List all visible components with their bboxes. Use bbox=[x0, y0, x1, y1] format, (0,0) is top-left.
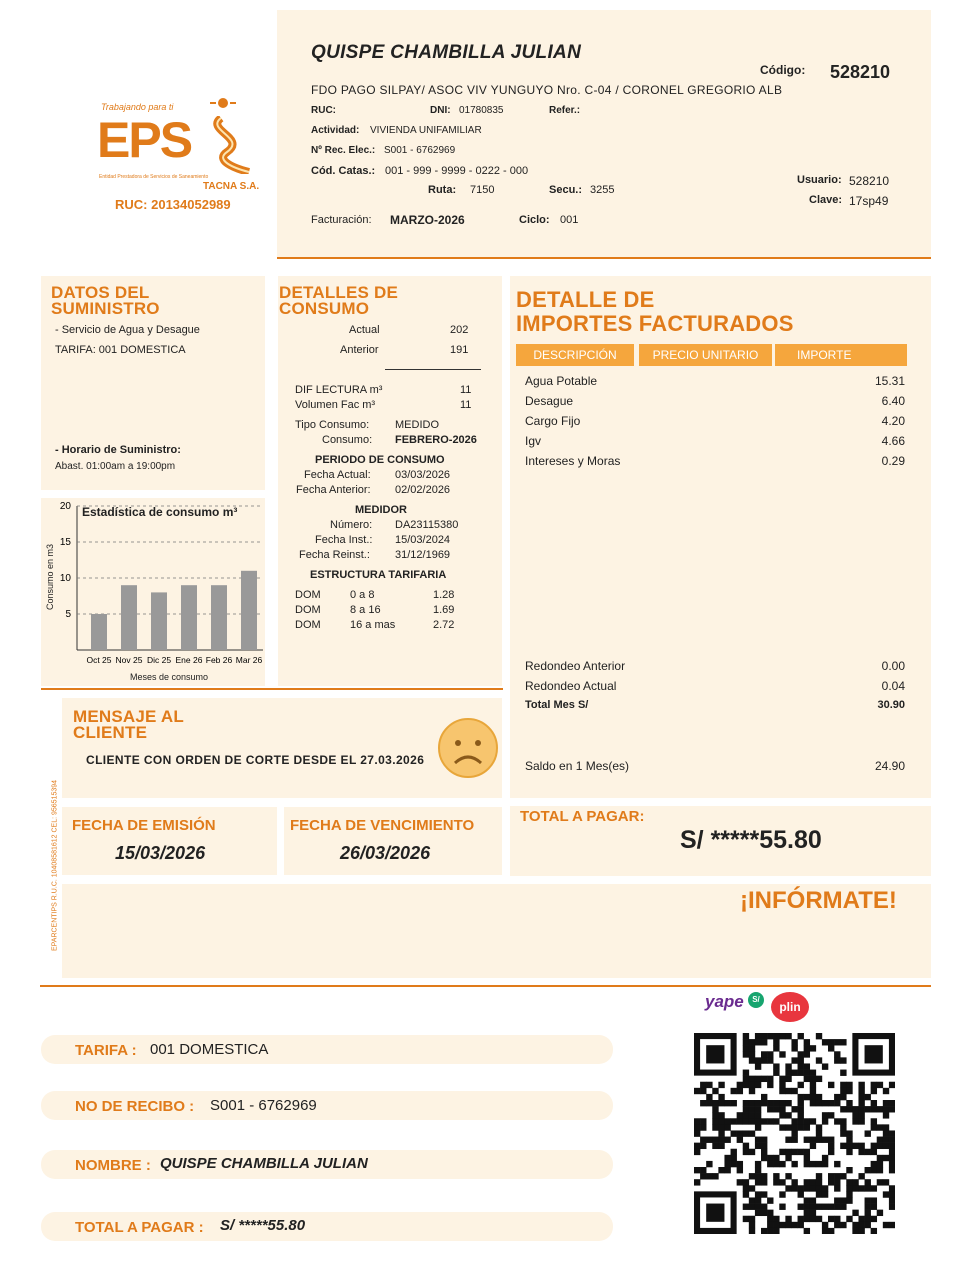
datos-title-1: DATOS DEL bbox=[51, 283, 150, 302]
saldo-row bbox=[525, 759, 905, 777]
yape-logo: yape bbox=[705, 992, 744, 1011]
chart-ylabel: Consumo en m3 bbox=[45, 543, 55, 611]
reinst-label: Fecha Reinst.: bbox=[299, 549, 370, 561]
ruc-label: RUC: bbox=[311, 105, 336, 116]
tipo-label: Tipo Consumo: bbox=[295, 419, 370, 431]
tarifa-row-2-rango: 16 a mas bbox=[350, 619, 396, 631]
ruta-value: 7150 bbox=[470, 184, 495, 196]
importe-row bbox=[525, 454, 905, 472]
footer-divider bbox=[40, 985, 931, 987]
importe-value: 6.40 bbox=[881, 394, 905, 408]
importe-row bbox=[525, 434, 905, 452]
facturacion-value: MARZO-2026 bbox=[390, 213, 465, 227]
codigo-label: Código: bbox=[760, 63, 806, 77]
chart-bar bbox=[121, 585, 137, 650]
chart-bar bbox=[91, 614, 107, 650]
usuario-value: 528210 bbox=[849, 174, 890, 188]
actual-label: Actual bbox=[349, 324, 380, 336]
importe-row bbox=[525, 414, 905, 432]
chart-bar bbox=[181, 585, 197, 650]
total-value: S/ *****55.80 bbox=[680, 826, 822, 854]
service-text: - Servicio de Agua y Desague bbox=[55, 324, 200, 336]
importe-value: 0.29 bbox=[881, 454, 905, 468]
logo-city: TACNA S.A. bbox=[203, 181, 260, 192]
numero-label: Número: bbox=[330, 519, 373, 531]
catas-label: Cód. Catas.: bbox=[311, 165, 376, 177]
vencimiento-value: 26/03/2026 bbox=[340, 843, 431, 863]
total-mes-value: 30.90 bbox=[877, 699, 905, 711]
lecturas-divider bbox=[385, 369, 481, 370]
reinst-value: 31/12/1969 bbox=[395, 549, 451, 561]
tarifa-row-0-precio: 1.28 bbox=[433, 589, 455, 601]
tarifa-row-0-rango: 0 a 8 bbox=[350, 589, 375, 601]
catas-value: 001 - 999 - 9999 - 0222 - 000 bbox=[385, 165, 529, 177]
clave-value: 17sp49 bbox=[849, 194, 889, 208]
tarifa-row-1-cat: DOM bbox=[295, 604, 321, 616]
importe-row bbox=[525, 374, 905, 392]
fecha-actual-value: 03/03/2026 bbox=[395, 469, 451, 481]
client-address: FDO PAGO SILPAY/ ASOC VIV YUNGUYO Nro. C-04 / CORONEL GREGORIO ALB bbox=[311, 83, 783, 97]
importe-value: 15.31 bbox=[874, 374, 905, 388]
mensaje-text: CLIENTE CON ORDEN DE CORTE DESDE EL 27.03.2026 bbox=[86, 753, 425, 767]
eps-logo bbox=[95, 96, 260, 216]
header-divider bbox=[277, 257, 931, 259]
secu-value: 3255 bbox=[590, 184, 615, 196]
importe-value: 4.20 bbox=[881, 414, 905, 428]
total-mes-row bbox=[525, 699, 905, 717]
chart-xlabel: Meses de consumo bbox=[130, 672, 209, 682]
anterior-value: 191 bbox=[450, 344, 469, 356]
chart-x-tick: Nov 25 bbox=[115, 655, 143, 665]
horario-label: - Horario de Suministro: bbox=[55, 444, 181, 456]
footer-nombre-label: NOMBRE : bbox=[75, 1157, 151, 1174]
mensaje-title-1: MENSAJE AL bbox=[73, 707, 184, 726]
detalles-title-1: DETALLES DE bbox=[279, 283, 399, 302]
redondeo-anterior-label: Redondeo Anterior bbox=[525, 659, 626, 673]
col-descripcion: DESCRIPCIÓN bbox=[516, 344, 634, 366]
secu-label: Secu.: bbox=[549, 184, 583, 196]
importe-name: Igv bbox=[525, 434, 542, 448]
horario-value: Abast. 01:00am a 19:00pm bbox=[55, 461, 176, 472]
fecha-actual-label: Fecha Actual: bbox=[304, 469, 371, 481]
river-icon bbox=[203, 116, 253, 174]
total-label: TOTAL A PAGAR: bbox=[520, 808, 645, 825]
qr-code[interactable] bbox=[694, 1033, 895, 1234]
dif-label: DIF LECTURA m³ bbox=[295, 384, 383, 396]
chart-x-tick: Ene 26 bbox=[175, 655, 203, 665]
consumption-chart bbox=[41, 498, 265, 686]
dni-label: DNI: bbox=[430, 105, 451, 116]
refer-label: Refer.: bbox=[549, 105, 581, 116]
actividad-label: Actividad: bbox=[311, 125, 360, 136]
emision-label: FECHA DE EMISIÓN bbox=[72, 817, 216, 834]
dif-value: 11 bbox=[460, 384, 472, 396]
rec-elec-label: Nº Rec. Elec.: bbox=[311, 145, 376, 156]
chart-y-tick: 15 bbox=[59, 537, 71, 548]
anterior-label: Anterior bbox=[340, 344, 379, 356]
chart-y-tick: 20 bbox=[59, 501, 71, 512]
saldo-value: 24.90 bbox=[874, 759, 905, 773]
chart-x-tick: Mar 26 bbox=[235, 655, 263, 665]
emision-value: 15/03/2026 bbox=[115, 843, 206, 863]
detalles-title-2: CONSUMO bbox=[279, 299, 370, 318]
redondeo-anterior-row bbox=[525, 659, 905, 677]
total-mes-label: Total Mes S/ bbox=[525, 699, 589, 711]
tarifa-row-0-cat: DOM bbox=[295, 589, 321, 601]
rec-elec-value: S001 - 6762969 bbox=[384, 145, 456, 156]
fecha-anterior-label: Fecha Anterior: bbox=[296, 484, 371, 496]
col-importe: IMPORTE bbox=[775, 344, 907, 366]
sad-face-icon bbox=[437, 717, 499, 779]
mensaje-divider bbox=[41, 688, 503, 690]
tarifa-row-2-precio: 2.72 bbox=[433, 619, 455, 631]
importe-row bbox=[525, 394, 905, 412]
chart-y-tick: 5 bbox=[65, 609, 71, 620]
yape-badge-icon: S/ bbox=[748, 992, 764, 1008]
tarifa-row-1-rango: 8 a 16 bbox=[350, 604, 381, 616]
actual-value: 202 bbox=[450, 324, 469, 336]
dni-value: 01780835 bbox=[459, 105, 504, 116]
importe-value: 4.66 bbox=[881, 434, 905, 448]
importes-title-1: DETALLE DE bbox=[516, 287, 655, 312]
usuario-label: Usuario: bbox=[797, 174, 842, 186]
codigo-value: 528210 bbox=[830, 62, 891, 82]
redondeo-actual-value: 0.04 bbox=[881, 679, 905, 693]
estructura-title: ESTRUCTURA TARIFARIA bbox=[310, 569, 447, 581]
inst-label: Fecha Inst.: bbox=[315, 534, 373, 546]
ciclo-label: Ciclo: bbox=[519, 214, 550, 226]
chart-x-tick: Oct 25 bbox=[86, 655, 112, 665]
footer-total-value: S/ *****55.80 bbox=[220, 1217, 306, 1234]
medidor-title: MEDIDOR bbox=[355, 504, 407, 516]
logo-ruc: RUC: 20134052989 bbox=[115, 197, 231, 212]
footer-recibo-label: NO DE RECIBO : bbox=[75, 1098, 195, 1115]
logo-tagline: Trabajando para ti bbox=[101, 102, 174, 112]
sun-icon bbox=[210, 96, 236, 110]
footer-tarifa-label: TARIFA : bbox=[75, 1042, 137, 1059]
tarifa-row-1-precio: 1.69 bbox=[433, 604, 455, 616]
redondeo-actual-row bbox=[525, 679, 905, 697]
importe-name: Cargo Fijo bbox=[525, 414, 581, 428]
importe-name: Intereses y Moras bbox=[525, 454, 621, 468]
mensaje-title-2: CLIENTE bbox=[73, 723, 148, 742]
datos-title-2: SUMINISTRO bbox=[51, 299, 160, 318]
footer-nombre-value: QUISPE CHAMBILLA JULIAN bbox=[160, 1155, 368, 1172]
periodo-title: PERIODO DE CONSUMO bbox=[315, 454, 445, 466]
footer-recibo-value: S001 - 6762969 bbox=[210, 1097, 317, 1114]
logo-letters: EPS bbox=[97, 112, 192, 168]
footer-tarifa-value: 001 DOMESTICA bbox=[150, 1041, 269, 1058]
chart-bar bbox=[211, 585, 227, 650]
vol-label: Volumen Fac m³ bbox=[295, 399, 376, 411]
chart-y-tick: 10 bbox=[59, 573, 71, 584]
fecha-anterior-value: 02/02/2026 bbox=[395, 484, 451, 496]
consumo-label: Consumo: bbox=[322, 434, 373, 446]
actividad-value: VIVIENDA UNIFAMILIAR bbox=[370, 125, 482, 136]
importes-title-2: IMPORTES FACTURADOS bbox=[516, 311, 794, 336]
redondeo-actual-label: Redondeo Actual bbox=[525, 679, 617, 693]
col-precio-unitario: PRECIO UNITARIO bbox=[639, 344, 772, 366]
ruta-label: Ruta: bbox=[428, 184, 457, 196]
clave-label: Clave: bbox=[809, 194, 843, 206]
ciclo-value: 001 bbox=[560, 214, 579, 226]
vencimiento-label: FECHA DE VENCIMIENTO bbox=[290, 817, 475, 834]
numero-value: DA23115380 bbox=[395, 519, 459, 531]
tarifa-text: TARIFA: 001 DOMESTICA bbox=[55, 344, 186, 356]
redondeo-anterior-value: 0.00 bbox=[881, 659, 905, 673]
plin-logo: plin bbox=[771, 992, 809, 1022]
footer-total-label: TOTAL A PAGAR : bbox=[75, 1219, 204, 1236]
consumo-value: FEBRERO-2026 bbox=[395, 434, 477, 446]
importe-name: Desague bbox=[525, 394, 574, 408]
chart-x-tick: Feb 26 bbox=[205, 655, 233, 665]
informate-title: ¡INFÓRMATE! bbox=[740, 887, 897, 914]
vol-value: 11 bbox=[460, 399, 472, 411]
client-name: QUISPE CHAMBILLA JULIAN bbox=[311, 42, 582, 63]
side-vertical-text: EPARCENTIPS R.U.C. 10408581612 CEL: 956515394 bbox=[51, 779, 59, 952]
facturacion-label: Facturación: bbox=[311, 214, 372, 226]
importe-name: Agua Potable bbox=[525, 374, 598, 388]
tarifa-row-2-cat: DOM bbox=[295, 619, 321, 631]
logo-subtitle: Entidad Prestadora de Servicios de Saneamiento bbox=[99, 174, 209, 180]
chart-x-tick: Dic 25 bbox=[146, 655, 172, 665]
chart-bar bbox=[241, 571, 257, 650]
saldo-label: Saldo en 1 Mes(es) bbox=[525, 759, 630, 773]
chart-bar bbox=[151, 592, 167, 650]
tipo-value: MEDIDO bbox=[395, 419, 439, 431]
chart-title: Estadística de consumo m³ bbox=[82, 505, 238, 519]
inst-value: 15/03/2024 bbox=[395, 534, 451, 546]
